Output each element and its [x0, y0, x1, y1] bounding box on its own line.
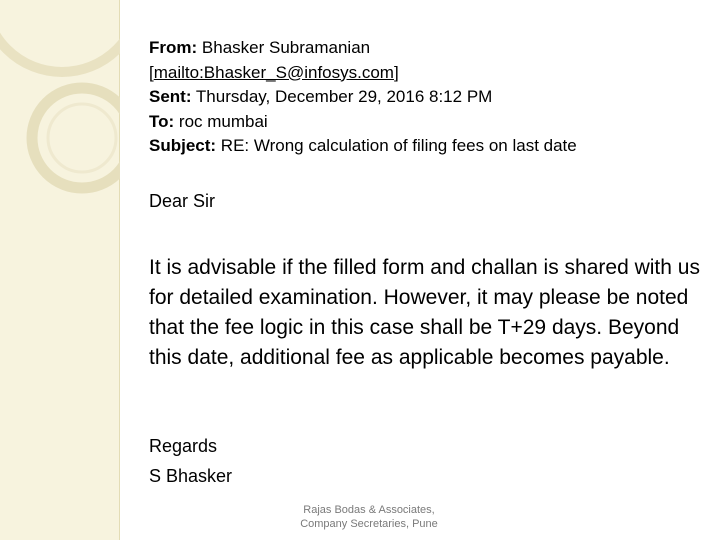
to-line	[149, 110, 577, 135]
mailto-link[interactable]: mailto:Bhasker_S@infosys.com	[153, 62, 394, 82]
decorative-ring-inner	[48, 104, 116, 172]
regards-text: Regards	[149, 436, 218, 456]
footer-line-1: Rajas Bodas & Associates,	[303, 504, 435, 516]
footer	[280, 503, 458, 531]
email-header	[149, 36, 577, 159]
subject-value: RE: Wrong calculation of filing fees on last date	[220, 136, 577, 155]
decorative-ring-medium	[32, 88, 120, 188]
to-label: To:	[149, 111, 175, 131]
salutation: Dear Sir	[149, 191, 216, 211]
sent-label: Sent:	[149, 87, 192, 106]
subject-label: Subject:	[149, 136, 217, 155]
to-value: roc mumbai	[178, 111, 268, 131]
sent-value: Thursday, December 29, 2016 8:12 PM	[195, 87, 493, 106]
closing-block	[149, 431, 232, 491]
mailto-bracket-close: ]	[393, 62, 399, 82]
subject-line	[149, 134, 577, 159]
signature-name: S Bhasker	[149, 466, 233, 486]
decorative-rings-graphic	[0, 0, 120, 540]
mailto-line	[149, 61, 577, 86]
body-paragraph: It is advisable if the filled form and challan is shared with us for detailed examination. However, it may please be noted that the fee logic in this case shall be T+29 days. Beyond this date, additional fee as applicable becomes payable.	[149, 256, 700, 369]
from-line	[149, 36, 577, 61]
footer-line-2: Company Secretaries, Pune	[300, 518, 438, 530]
from-label: From:	[149, 38, 198, 57]
decorative-ring-large	[0, 0, 120, 72]
mailto-bracket-open: [	[149, 62, 154, 82]
sent-line	[149, 85, 577, 110]
decorative-side-band	[0, 0, 120, 540]
from-value: Bhasker Subramanian	[201, 38, 371, 57]
